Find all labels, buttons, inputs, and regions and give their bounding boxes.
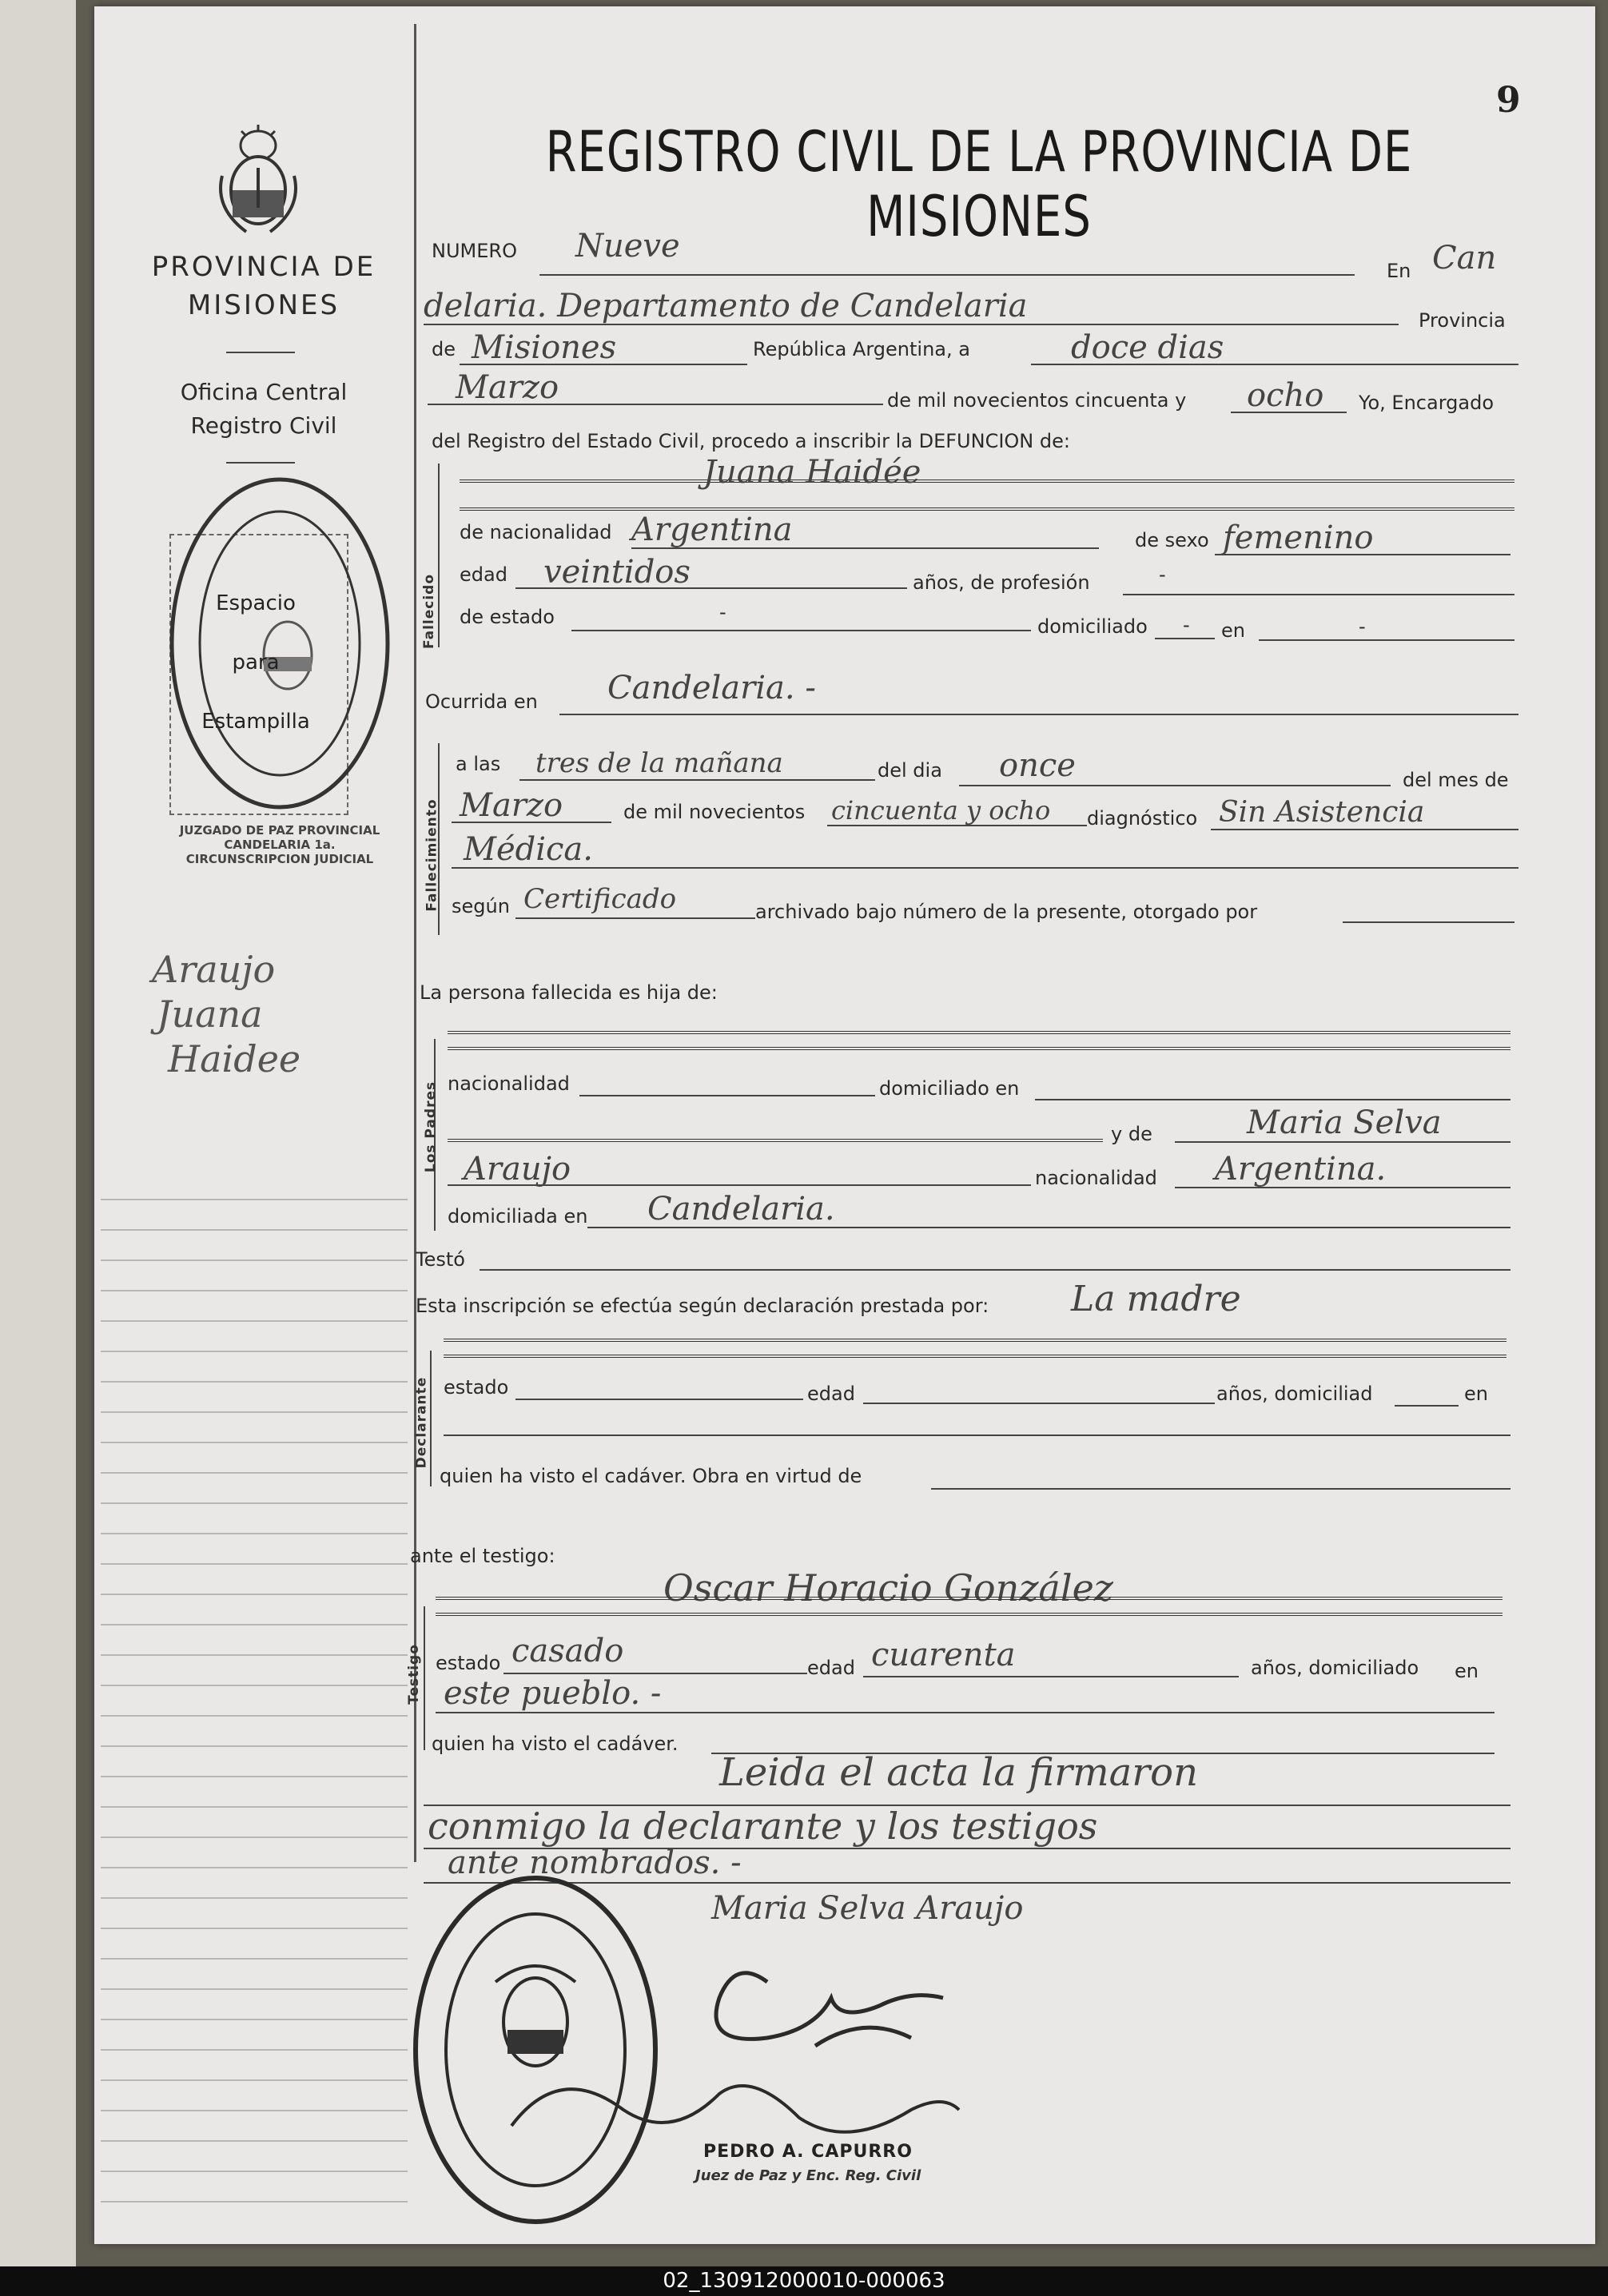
madre-apellido-line bbox=[448, 1184, 1031, 1186]
testo-label: Testó bbox=[416, 1248, 465, 1271]
archivado-label: archivado bajo número de la presente, otorgado por bbox=[755, 901, 1258, 923]
testigo-name-line bbox=[436, 1597, 1503, 1600]
testigo-name-line2 bbox=[436, 1613, 1503, 1616]
testigo-edad-line bbox=[863, 1676, 1239, 1677]
testigo-tag: Testigo bbox=[405, 1644, 422, 1705]
de-label: de bbox=[432, 338, 456, 360]
estado-line bbox=[571, 630, 1031, 631]
edad-line bbox=[515, 587, 907, 589]
closing-line3: ante nombrados. - bbox=[448, 1844, 742, 1881]
nacionalidad-label: de nacionalidad bbox=[460, 521, 612, 543]
madre-value-line bbox=[1175, 1141, 1510, 1143]
segun-label: según bbox=[452, 895, 510, 917]
madre-nacionalidad-line bbox=[1175, 1187, 1510, 1188]
testigo-en-label: en bbox=[1455, 1660, 1479, 1682]
margin-note-line3: Haidee bbox=[168, 1037, 301, 1080]
provincia-label: Provincia bbox=[1419, 309, 1506, 332]
page-number: 9 bbox=[1496, 80, 1521, 121]
declarante-en-label: en bbox=[1464, 1383, 1488, 1405]
padre-domiciliado-label: domiciliado en bbox=[879, 1077, 1020, 1100]
y-de-label: y de bbox=[1111, 1123, 1152, 1145]
padres-tag: Los Padres bbox=[423, 1080, 440, 1173]
alas-label: a las bbox=[456, 753, 501, 775]
closing-line2: conmigo la declarante y los testigos bbox=[428, 1805, 1098, 1848]
declarante-line2 bbox=[444, 1355, 1507, 1358]
hija-label: La persona fallecida es hija de: bbox=[420, 981, 718, 1004]
nacionalidad-line bbox=[631, 547, 1099, 549]
padre-domiciliado-line bbox=[1035, 1099, 1510, 1100]
madre-value: Maria Selva bbox=[1247, 1104, 1442, 1141]
provincia-value: Misiones bbox=[472, 329, 617, 366]
declarante-line3 bbox=[444, 1435, 1510, 1436]
testigo-intro-label: ante el testigo: bbox=[410, 1545, 555, 1567]
ocurrida-label: Ocurrida en bbox=[425, 690, 538, 713]
ocurrida-value: Candelaria. - bbox=[607, 670, 816, 706]
office-line1: Oficina Central bbox=[180, 379, 348, 405]
stamp-label-line2: para bbox=[232, 651, 280, 674]
place-value: delaria. Departamento de Candelaria bbox=[424, 288, 1028, 324]
diag-value: Sin Asistencia bbox=[1219, 796, 1425, 829]
image-code-footer: 02_130912000010-000063 bbox=[0, 2266, 1608, 2296]
numero-label: NUMERO bbox=[432, 240, 517, 262]
domiciliada-label: domiciliada en bbox=[448, 1205, 588, 1228]
office-heading bbox=[120, 376, 408, 443]
provincia-line bbox=[460, 364, 747, 365]
declarante-anos-label: años, domiciliad bbox=[1216, 1383, 1373, 1405]
madre-nacionalidad-value: Argentina. bbox=[1215, 1151, 1387, 1188]
declarante-edad-label: edad bbox=[807, 1383, 855, 1405]
estado-label: de estado bbox=[460, 606, 555, 628]
encargado-label: Yo, Encargado bbox=[1359, 392, 1494, 414]
column-divider bbox=[414, 24, 416, 1862]
declarante-edad-line bbox=[863, 1403, 1215, 1404]
domiciliado-value: - bbox=[1183, 614, 1190, 636]
ocurrida-line bbox=[559, 714, 1518, 715]
page-title: REGISTRO CIVIL DE LA PROVINCIA DE MISIONES bbox=[545, 120, 1413, 250]
declarante-line bbox=[444, 1339, 1507, 1342]
anio-value: cincuenta y ocho bbox=[831, 795, 1051, 826]
office-line2: Registro Civil bbox=[190, 412, 337, 439]
madre-nacionalidad-label: nacionalidad bbox=[1035, 1167, 1157, 1189]
fallecido-en-value: - bbox=[1359, 615, 1366, 638]
declarante-domicilio-line bbox=[1395, 1405, 1459, 1407]
fallecido-en-label: en bbox=[1221, 619, 1245, 642]
padre-nacionalidad-label: nacionalidad bbox=[448, 1072, 570, 1095]
month-value: Marzo bbox=[456, 369, 559, 406]
year-value: ocho bbox=[1247, 377, 1324, 414]
nacionalidad-value: Argentina bbox=[631, 511, 793, 548]
stamp-box-label bbox=[184, 574, 328, 751]
signature-line: Maria Selva Araujo bbox=[711, 1890, 1024, 1927]
declarante-estado-label: estado bbox=[444, 1376, 509, 1399]
anio-label: de mil novecientos bbox=[623, 801, 806, 823]
madre-apellido-value: Araujo bbox=[464, 1151, 571, 1188]
fallecido-en-line bbox=[1259, 639, 1514, 641]
testo-line bbox=[480, 1269, 1510, 1271]
official-name: PEDRO A. CAPURRO bbox=[703, 2142, 913, 2162]
fallecido-name-value: Juana Haidée bbox=[703, 454, 921, 491]
declarante-estado-line bbox=[515, 1399, 803, 1400]
fallecimiento-tag: Fallecimiento bbox=[424, 798, 440, 912]
margin-note-line2: Juana bbox=[157, 993, 263, 1036]
sexo-value: femenino bbox=[1223, 519, 1374, 556]
official-title: Juez de Paz y Enc. Reg. Civil bbox=[695, 2167, 921, 2184]
edad-label: edad bbox=[460, 563, 507, 586]
stamp-label-line1: Espacio bbox=[216, 591, 296, 615]
profesion-line bbox=[1123, 594, 1514, 595]
segun-value: Certificado bbox=[523, 883, 677, 915]
republica-label: República Argentina, a bbox=[753, 338, 970, 360]
padre-name-line bbox=[448, 1031, 1510, 1034]
margin-note-line1: Araujo bbox=[152, 948, 276, 991]
testigo-domicilio-line bbox=[436, 1712, 1495, 1713]
testigo-visto-label: quien ha visto el cadáver. bbox=[432, 1733, 679, 1755]
diag-value2: Médica. bbox=[464, 831, 593, 868]
court-seal-text: JUZGADO DE PAZ PROVINCIAL CANDELARIA 1a. CIRCUNSCRIPCION JUDICIAL bbox=[179, 823, 380, 866]
diag-line2 bbox=[452, 867, 1518, 869]
diag-label: diagnóstico bbox=[1087, 807, 1198, 830]
diag-line bbox=[1211, 829, 1518, 830]
testigo-domicilio-value: este pueblo. - bbox=[444, 1675, 662, 1712]
previous-page-edge bbox=[0, 0, 76, 2270]
profesion-value: - bbox=[1159, 563, 1166, 586]
testigo-estado-value: casado bbox=[511, 1633, 624, 1669]
testigo-edad-value: cuarenta bbox=[871, 1637, 1016, 1673]
edad-value: veintidos bbox=[543, 554, 691, 591]
stamp-label-line3: Estampilla bbox=[201, 710, 310, 734]
fallecido-name-line bbox=[460, 479, 1514, 483]
date-value: doce dias bbox=[1071, 329, 1224, 366]
numero-line bbox=[539, 274, 1355, 276]
padre-name-line2 bbox=[448, 1047, 1510, 1050]
month-line bbox=[428, 404, 883, 405]
province-line1: PROVINCIA DE bbox=[151, 251, 376, 283]
dia-value: once bbox=[999, 747, 1076, 784]
domiciliada-value: Candelaria. bbox=[647, 1191, 835, 1228]
hora-line bbox=[519, 779, 875, 781]
declarante-tag: Declarante bbox=[413, 1376, 430, 1469]
declaracion-value: La madre bbox=[1071, 1279, 1241, 1319]
testigo-bracket bbox=[424, 1606, 433, 1750]
testigo-name-value: Oscar Horacio González bbox=[663, 1566, 1114, 1610]
declaracion-label: Esta inscripción se efectúa según declaración prestada por: bbox=[416, 1295, 989, 1317]
margin-note bbox=[152, 947, 301, 1081]
domiciliado-line bbox=[1155, 638, 1215, 639]
mes-value: Marzo bbox=[460, 787, 563, 824]
sexo-label: de sexo bbox=[1135, 529, 1209, 551]
fallecido-line2 bbox=[460, 507, 1514, 511]
divider bbox=[226, 352, 295, 353]
declarante-obra-line bbox=[931, 1488, 1510, 1490]
numero-value: Nueve bbox=[575, 228, 680, 265]
domiciliada-line bbox=[587, 1227, 1510, 1228]
profesion-label: años, de profesión bbox=[913, 571, 1090, 594]
domiciliado-label: domiciliado bbox=[1037, 615, 1148, 638]
fallecido-tag: Fallecido bbox=[421, 573, 438, 650]
segun-line bbox=[515, 917, 755, 919]
anio-line bbox=[827, 825, 1087, 826]
hora-value: tres de la mañana bbox=[535, 747, 783, 779]
mes-line bbox=[452, 822, 611, 823]
en-label: En bbox=[1387, 260, 1411, 282]
place-line bbox=[424, 324, 1399, 325]
sexo-line bbox=[1215, 554, 1510, 555]
date-line bbox=[1031, 364, 1518, 365]
estado-value: - bbox=[719, 601, 726, 623]
madre-line bbox=[448, 1139, 1103, 1142]
coat-of-arms-icon bbox=[214, 120, 302, 240]
province-heading bbox=[120, 248, 408, 324]
divider bbox=[226, 462, 295, 464]
closing-line1: Leida el acta la firmaron bbox=[719, 1750, 1198, 1795]
province-line2: MISIONES bbox=[187, 289, 340, 321]
en-value: Can bbox=[1432, 240, 1497, 277]
official-signature bbox=[464, 1950, 1103, 2174]
testigo-anos-label: años, domiciliado bbox=[1251, 1657, 1419, 1679]
intro-label: del Registro del Estado Civil, procedo a inscribir la DEFUNCION de: bbox=[432, 430, 1070, 452]
padre-nacionalidad-line bbox=[579, 1095, 875, 1096]
testigo-estado-line bbox=[503, 1673, 807, 1674]
mes-label: del mes de bbox=[1403, 769, 1509, 791]
declarante-visto-label: quien ha visto el cadáver. Obra en virtud de bbox=[440, 1465, 862, 1487]
year-line bbox=[1231, 412, 1347, 413]
testigo-estado-label: estado bbox=[436, 1652, 501, 1674]
dia-line bbox=[959, 785, 1391, 786]
deldia-label: del dia bbox=[878, 759, 942, 782]
left-margin-column bbox=[94, 6, 416, 2244]
archivado-line bbox=[1343, 921, 1514, 923]
fallecido-bracket bbox=[438, 464, 448, 647]
testigo-edad-label: edad bbox=[807, 1657, 855, 1679]
declarante-bracket bbox=[430, 1351, 440, 1486]
year-label: de mil novecientos cincuenta y bbox=[887, 389, 1187, 412]
